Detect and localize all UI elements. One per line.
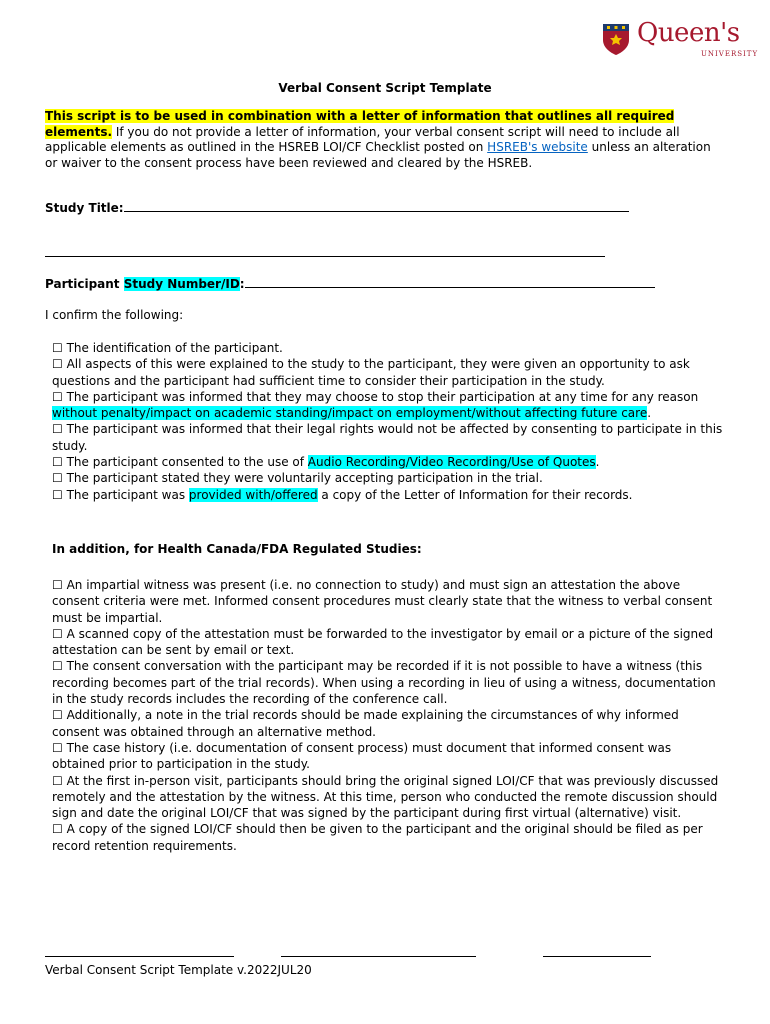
regulated-heading: In addition, for Health Canada/FDA Regulated Studies:: [52, 542, 422, 556]
checklist-item: ☐ The consent conversation with the participant may be recorded if it is not possible to have a witness (this recording becomes part of the trial records). When using a recording in lieu of using a witness, documentation in the study records includes the recording of the conference call.: [52, 659, 716, 707]
confirm-checklist: [52, 340, 727, 503]
checklist-item: ☐ The participant was informed that they may choose to stop their participation at any time for any reason without penalty/impact on academic standing/impact on employment/without affecting future care.: [52, 389, 699, 421]
checklist-item: ☐ An impartial witness was present (i.e. no connection to study) and must sign an attestation the above consent criteria were met. Informed consent procedures must clearly state that the witness to verbal consent must be impartial.: [52, 578, 713, 625]
checkbox[interactable]: ☐: [52, 773, 63, 788]
checkbox[interactable]: ☐: [52, 389, 63, 404]
study-title-blank[interactable]: [124, 201, 629, 212]
participant-label-highlight: Study Number/ID: [123, 277, 240, 291]
hsreb-website-link[interactable]: HSREB's website: [487, 140, 588, 154]
participant-label: Participant: [45, 277, 124, 291]
intro-text-after: unless an alteration or waiver to the consent process have been reviewed and cleared by the HSREB.: [45, 140, 711, 170]
regulated-checklist: [52, 577, 727, 854]
signature-line-1[interactable]: [45, 956, 234, 957]
checklist-item: ☐ The identification of the participant.: [52, 341, 283, 355]
checklist-item: ☐ All aspects of this were explained to the study to the participant, they were given an opportunity to ask questions and the participant had sufficient time to consider their participation in the study.: [52, 357, 690, 388]
participant-id-blank[interactable]: [245, 277, 655, 288]
date-line[interactable]: [543, 956, 651, 957]
checkbox[interactable]: ☐: [52, 578, 63, 592]
footer-version: Verbal Consent Script Template v.2022JUL20: [45, 963, 312, 977]
participant-id-field: [45, 277, 655, 291]
logo-wordmark: Queen's: [637, 18, 740, 48]
checklist-item: ☐ At the first in-person visit, participants should bring the original signed LOI/CF that was previously discussed remotely and the attestation by the witness. At this time, person who conducted the remote discussion should sign and date the original LOI/CF that was signed by the participant during first virtual (alternative) visit.: [52, 773, 719, 821]
checkbox[interactable]: ☐: [52, 471, 63, 486]
checkbox[interactable]: ☐: [52, 708, 63, 723]
intro-highlight: This script is to be used in combination with a letter of information that outlines all required elements.: [45, 109, 675, 139]
checklist-item: ☐ The case history (i.e. documentation of consent process) must document that informed consent was obtained prior to participation in the study.: [52, 740, 672, 772]
checkbox[interactable]: ☐: [52, 626, 63, 641]
checkbox[interactable]: ☐: [52, 455, 63, 470]
checklist-item: ☐ The participant stated they were voluntarily accepting participation in the trial.: [52, 471, 543, 486]
crest-icon: [601, 22, 631, 56]
queens-university-logo: [601, 18, 759, 58]
signature-line-2[interactable]: [281, 956, 476, 957]
confirm-intro: I confirm the following:: [45, 308, 184, 322]
checkbox[interactable]: ☐: [52, 341, 63, 355]
checkbox[interactable]: ☐: [52, 822, 63, 837]
checklist-item: ☐ A scanned copy of the attestation must be forwarded to the investigator by email or a picture of the signed attestation can be sent by email or text.: [52, 626, 714, 658]
checkbox[interactable]: ☐: [52, 422, 63, 437]
checkbox[interactable]: ☐: [52, 487, 63, 502]
checklist-item: ☐ A copy of the signed LOI/CF should then be given to the participant and the original should be filed as per record retention requirements.: [52, 822, 703, 853]
checkbox[interactable]: ☐: [52, 659, 63, 674]
intro-text: If you do not provide a letter of information, your verbal consent script will need to include all applicable elements as outlined in the HSREB LOI/CF Checklist posted on: [45, 124, 680, 154]
participant-label-colon: :: [239, 277, 245, 291]
study-title-label: Study Title:: [45, 201, 124, 215]
checklist-item: ☐ Additionally, a note in the trial records should be made explaining the circumstances of why informed consent was obtained through an alternative method.: [52, 708, 679, 739]
study-title-field: [45, 201, 629, 215]
checklist-item: ☐ The participant consented to the use of Audio Recording/Video Recording/Use of Quotes.: [52, 455, 600, 470]
document-title: Verbal Consent Script Template: [278, 81, 492, 95]
study-title-blank-line-2[interactable]: [45, 246, 605, 260]
checklist-item: ☐ The participant was provided with/offered a copy of the Letter of Information for their records.: [52, 487, 633, 502]
logo-subtext: UNIVERSITY: [701, 50, 759, 58]
checkbox[interactable]: ☐: [52, 740, 63, 755]
intro-paragraph: [45, 109, 725, 171]
checklist-item: ☐ The participant was informed that their legal rights would not be affected by consenting to participate in this study.: [52, 422, 723, 453]
checkbox[interactable]: ☐: [52, 357, 63, 372]
